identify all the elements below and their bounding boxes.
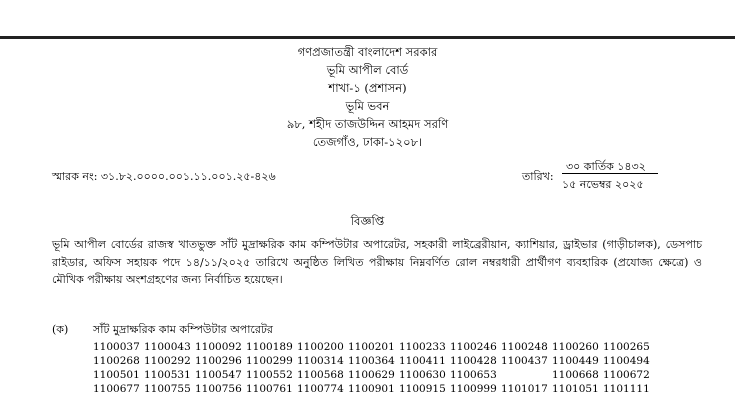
header-government: গণপ্রজাতন্ত্রী বাংলাদেশ সরকার — [297, 45, 438, 59]
notice-body: ভূমি আপীল বোর্ডের রাজস্ব খাতভুক্ত সাঁট মুদ্রাক্ষরিক কাম কম্পিউটার অপারেটর, সহকারী লাইব্রেরীয়ান, ক্যাশিয়ার, ড্রাইভার (গাড়ীচালক), ডেসপাচ রাইডার, অফিস সহায়ক পদে ১৪/১১/২০২৫ তারিখে অনুষ্ঠিত লিখিত পরীক্ষায় নিম্নবর্ণিত রোল নম্বরধারী প্রার্থীগণ ব্যবহারিক (প্রযোজ্য ক্ষেত্রে) ও মৌখিক পরীক্ষায় অংশগ্রহণের জন্য নির্বাচিত হয়েছেন। — [52, 238, 702, 286]
roll-number: 1100265 — [603, 341, 650, 353]
roll-number: 1100761 — [246, 383, 293, 395]
roll-number: 1100200 — [297, 341, 344, 353]
roll-number: 1101017 — [501, 383, 548, 395]
roll-number: 1101051 — [552, 383, 599, 395]
date-label: তারিখ: — [522, 170, 554, 183]
roll-number: 1100494 — [603, 355, 650, 367]
roll-number: 1100774 — [297, 383, 344, 395]
roll-number: 1100999 — [450, 383, 497, 395]
roll-number: 1100531 — [144, 369, 191, 381]
roll-number: 1100260 — [552, 341, 599, 353]
roll-number: 1100437 — [501, 355, 548, 367]
roll-number: 1100233 — [399, 341, 446, 353]
top-border-line — [0, 36, 735, 39]
roll-number: 1100201 — [348, 341, 395, 353]
roll-number: 1100653 — [450, 369, 497, 381]
header-city: তেজগাঁও, ঢাকা-১২০৮। — [312, 135, 423, 149]
top-margin-area — [0, 0, 735, 36]
roll-number: 1100037 — [93, 341, 140, 353]
header-building: ভূমি ভবন — [345, 99, 390, 113]
roll-number: 1100901 — [348, 383, 395, 395]
roll-number: 1100299 — [246, 355, 293, 367]
roll-number: 1100668 — [552, 369, 599, 381]
header-board: ভূমি আপীল বোর্ড — [326, 63, 409, 77]
header-street: ৯৮, শহীদ তাজউদ্দিন আহমদ সরণি — [286, 117, 449, 131]
notice-title: বিজ্ঞপ্তি — [350, 214, 385, 228]
header-branch: শাখা-১ (প্রশাসন) — [328, 81, 407, 95]
roll-number: 1100411 — [399, 355, 446, 367]
roll-number: 1100314 — [297, 355, 344, 367]
roll-number: 1100364 — [348, 355, 395, 367]
roll-number: 1100246 — [450, 341, 497, 353]
roll-number: 1101111 — [603, 383, 650, 395]
date-bangla: ৩০ কার্তিক ১৪৩২ — [566, 160, 646, 173]
roll-number: 1100629 — [348, 369, 395, 381]
roll-number: 1100755 — [144, 383, 191, 395]
roll-number: 1100189 — [246, 341, 293, 353]
roll-number: 1100568 — [297, 369, 344, 381]
date-english: ১৫ নভেম্বর ২০২৫ — [562, 178, 644, 191]
section-label: (ক) — [52, 323, 69, 336]
roll-number: 1100915 — [399, 383, 446, 395]
roll-number: 1100672 — [603, 369, 650, 381]
roll-number: 1100248 — [501, 341, 548, 353]
roll-number: 1100501 — [93, 369, 140, 381]
roll-number: 1100677 — [93, 383, 140, 395]
date-divider — [562, 173, 658, 174]
roll-number: 1100630 — [399, 369, 446, 381]
roll-number: 1100449 — [552, 355, 599, 367]
roll-number: 1100547 — [195, 369, 242, 381]
roll-number: 1100092 — [195, 341, 242, 353]
roll-number: 1100292 — [144, 355, 191, 367]
roll-number: 1100268 — [93, 355, 140, 367]
section-title: সাঁট মুদ্রাক্ষরিক কাম কম্পিউটার অপারেটর — [93, 323, 273, 336]
memo-number: স্মারক নং: ৩১.৮২.০০০০.০০১.১১.০০১.২৫-৪২৬ — [52, 170, 276, 183]
roll-number: 1100428 — [450, 355, 497, 367]
roll-number: 1100552 — [246, 369, 293, 381]
roll-number: 1100043 — [144, 341, 191, 353]
roll-number: 1100756 — [195, 383, 242, 395]
roll-number: 1100296 — [195, 355, 242, 367]
